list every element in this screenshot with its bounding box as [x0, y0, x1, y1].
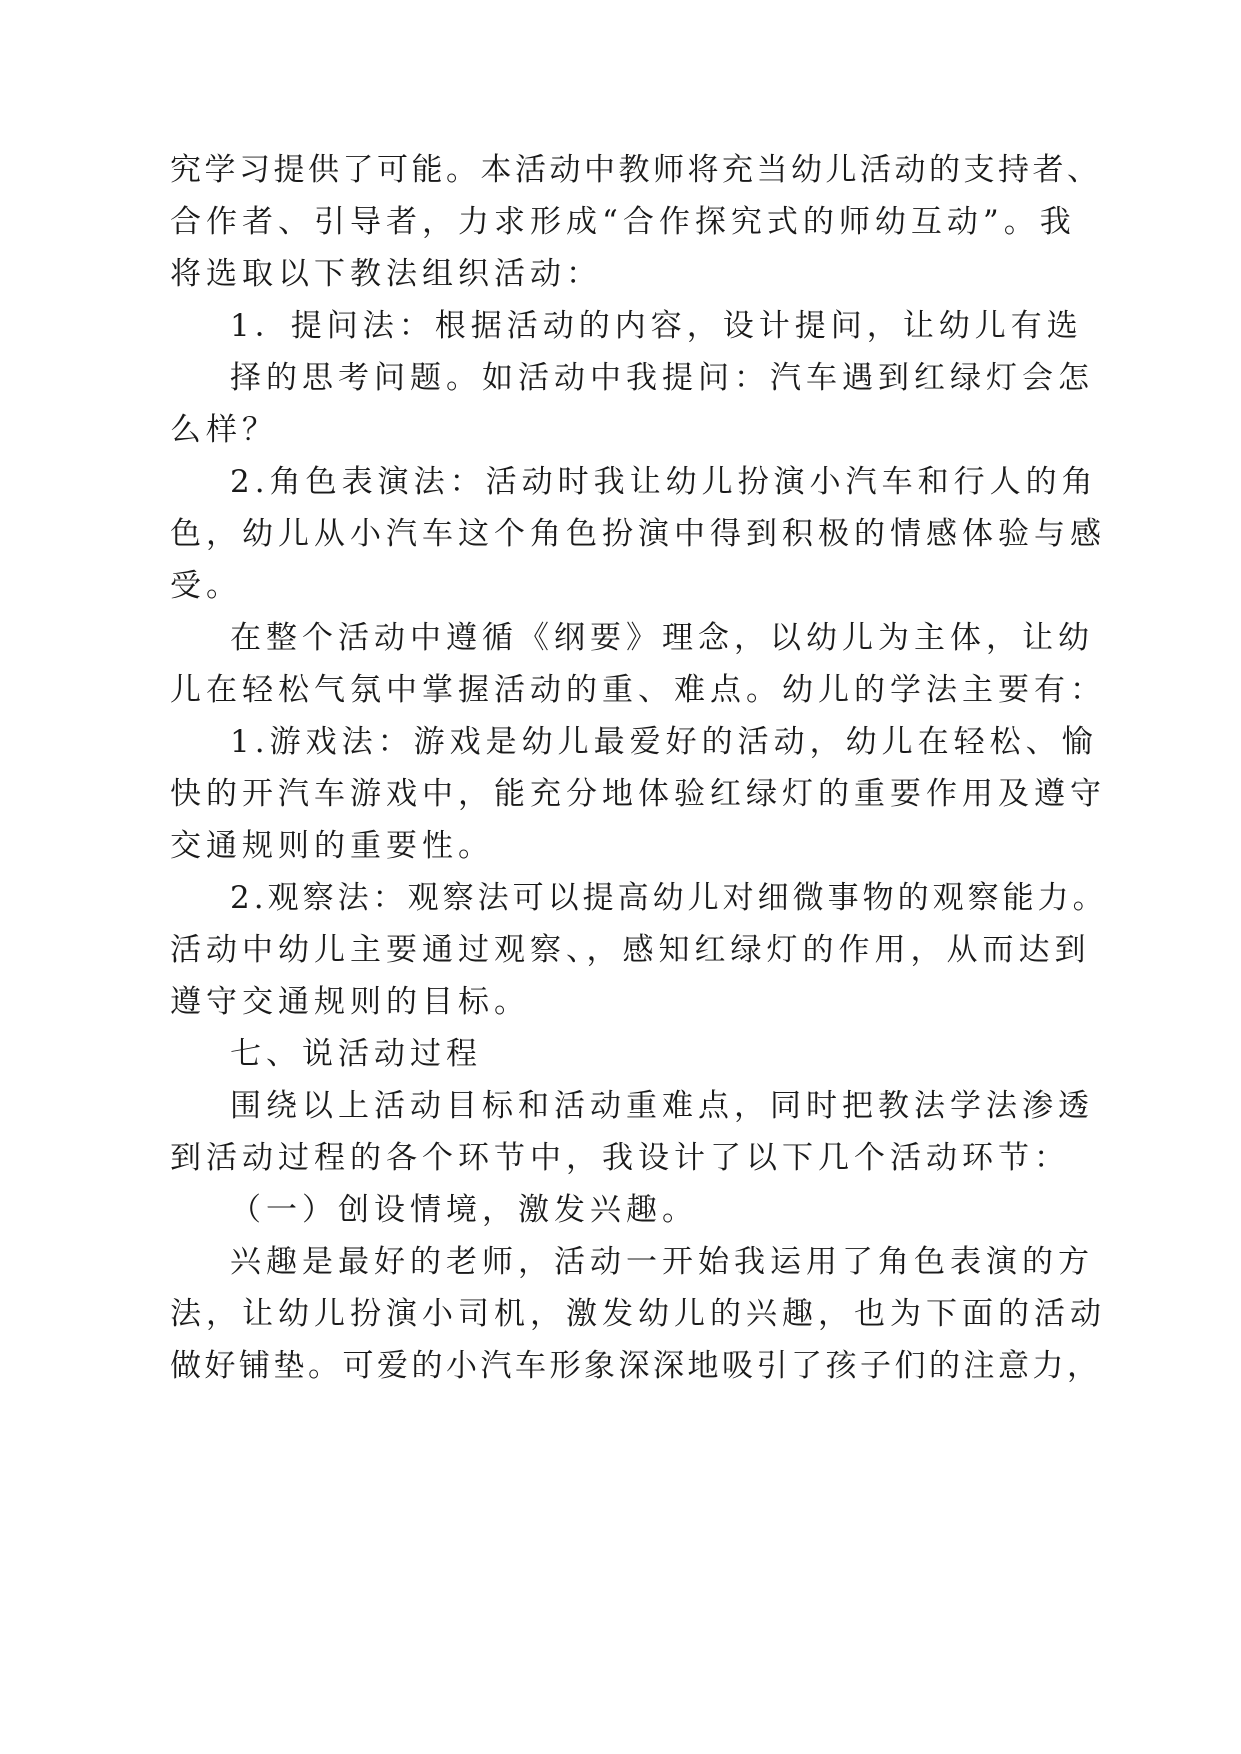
text-line: 法，让幼儿扮演小司机，激发幼儿的兴趣，也为下面的活动	[170, 1296, 1106, 1332]
text-line: 遵守交通规则的目标。	[170, 984, 530, 1020]
text-line: 2.观察法：观察法可以提高幼儿对细微事物的观察能力。	[230, 880, 1108, 916]
text-line: 到活动过程的各个环节中，我设计了以下几个活动环节：	[170, 1140, 1070, 1176]
text-line: 么样？	[170, 412, 278, 448]
text-line: 2.角色表演法：活动时我让幼儿扮演小汽车和行人的角	[230, 464, 1098, 500]
text-line: 色，幼儿从小汽车这个角色扮演中得到积极的情感体验与感	[170, 516, 1106, 552]
subsection-heading: （一）创设情境，激发兴趣。	[230, 1192, 698, 1228]
section-heading: 七、说活动过程	[230, 1036, 482, 1072]
text-line: 交通规则的重要性。	[170, 828, 494, 864]
text-line: 1.游戏法：游戏是幼儿最爱好的活动，幼儿在轻松、愉	[230, 724, 1098, 760]
text-line: 1．提问法：根据活动的内容，设计提问，让幼儿有选	[230, 308, 1083, 344]
text-line: 儿在轻松气氛中掌握活动的重、难点。幼儿的学法主要有：	[170, 672, 1106, 708]
text-line: 活动中幼儿主要通过观察、，感知红绿灯的作用，从而达到	[170, 932, 1091, 968]
text-line: 择的思考问题。如活动中我提问：汽车遇到红绿灯会怎	[230, 360, 1094, 396]
text-line: 做好铺垫。可爱的小汽车形象深深地吸引了孩子们的注意力，	[170, 1348, 1102, 1384]
text-line: 在整个活动中遵循《纲要》理念，以幼儿为主体，让幼	[230, 620, 1094, 656]
text-line: 合作者、引导者，力求形成“合作探究式的师幼互动”。我	[170, 204, 1076, 240]
text-line: 将选取以下教法组织活动：	[170, 256, 602, 292]
text-line: 受。	[170, 568, 242, 604]
text-line: 兴趣是最好的老师，活动一开始我运用了角色表演的方	[230, 1244, 1094, 1280]
text-line: 围绕以上活动目标和活动重难点，同时把教法学法渗透	[230, 1088, 1094, 1124]
text-line: 究学习提供了可能。本活动中教师将充当幼儿活动的支持者、	[170, 152, 1102, 188]
text-line: 快的开汽车游戏中，能充分地体验红绿灯的重要作用及遵守	[170, 776, 1106, 812]
